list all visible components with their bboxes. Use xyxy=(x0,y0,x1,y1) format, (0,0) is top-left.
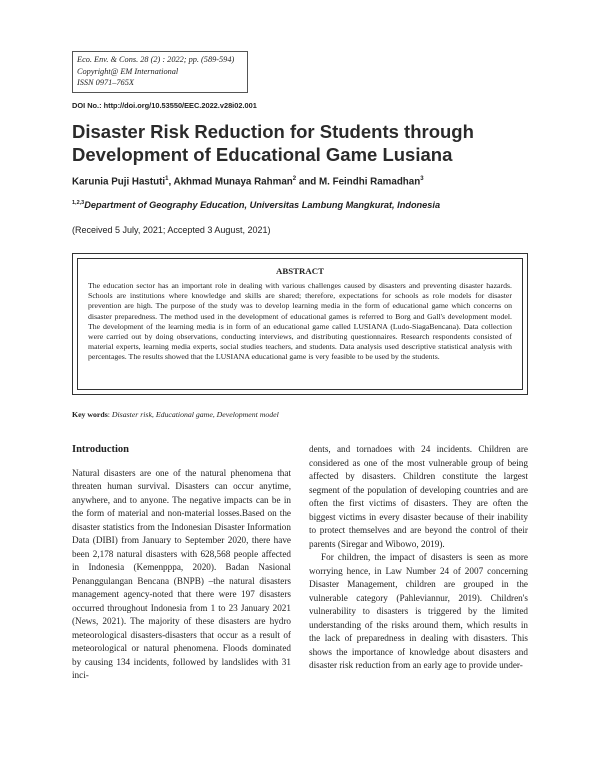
abstract-heading: ABSTRACT xyxy=(276,266,324,276)
doi-line[interactable]: DOI No.: http://doi.org/10.53550/EEC.2022.v28i02.001 xyxy=(72,101,257,110)
body-right-column xyxy=(309,443,528,673)
affiliation-marker: 1,2,3 xyxy=(72,200,85,206)
affiliation-text: Department of Geography Education, Universitas Lambung Mangkurat, Indonesia xyxy=(84,200,441,211)
keywords-separator: : xyxy=(107,410,112,419)
author-affiliation-marker: 2 xyxy=(292,176,297,182)
keywords-values: Disaster risk, Educational game, Development model xyxy=(111,410,279,419)
author-name: Karunia Puji Hastuti xyxy=(72,176,166,188)
abstract-inner-frame xyxy=(77,258,523,390)
abstract-text: The education sector has an important role in dealing with various challenges caused by disasters and preventing disaster hazards. Schools are institutions where knowledge and skills are shared; therefore, expectations for schools as role models for disaster prevention are high. The purpose of the study was to develop learning media in the form of educational game which concerns on disaster preparedness. The method used in the development of educational games is referred to Borg and Gall's development model. The development of the learning media is in form of an educational game called LUSIANA (Ludo-SiagaBencana). Data collection were carried out by doing observations, conducting interviews, and distributing questionnaires. Research respondents consisted of material experts, learning media experts, social studies teachers, and students. Data analysis used descriptive statistical analysis with percentages. The results showed that the LUSIANA educational game is very feasible to be used by the students. xyxy=(88,281,512,362)
body-paragraph: For children, the impact of disasters is seen as more worrying hence, in Law Number 24 of 2007 concerning Disaster Management, children are grouped in the vulnerable category (Pahleviannur, 2019). Children's vulnerability to disasters is triggered by the limited understanding of the risks around them, which results in the lack of preparedness in dealing with disasters. This shows the importance of knowledge about disasters and disaster risk reduction from an early age to provide under- xyxy=(309,552,528,670)
journal-issn: ISSN 0971–765X xyxy=(77,78,134,87)
journal-info-box xyxy=(72,51,248,93)
author-affiliation-marker: 3 xyxy=(420,176,424,182)
author-name: M. Feindhi Ramadhan xyxy=(318,176,421,188)
body-paragraph: dents, and tornadoes with 24 incidents. Children are considered as one of the most vulnerable group of being affected by disasters. Children constitute the largest segment of the population of developing countries and are often the first victims of disasters. They are often the biggest victims in every disaster because of their inability to protect themselves and are beyond the control of their parents (Siregar and Wibowo, 2019). xyxy=(309,444,528,549)
body-left-column xyxy=(72,443,291,683)
author-name: Akhmad Munaya Rahman xyxy=(173,176,293,188)
section-heading-introduction: Introduction xyxy=(72,444,129,455)
received-dates: (Received 5 July, 2021; Accepted 3 August, 2021) xyxy=(72,225,271,235)
body-paragraph: Natural disasters are one of the natural phenomena that threaten human survival. Disasters can occur anytime, anywhere, and to anyone. The negative impacts can be in the form of material and non-material losses.Based on the disaster statistics from the Indonesian Disaster Information Data (DIBI) from January to September 2020, there have been 2,178 natural disasters with 628,568 people affected in Indonesia (Kemenpppa, 2020). Badan Nasional Penanggulangan Bencana (BNPB) –the natural disasters management agency-noted that there were 197 disasters occurred throughout Indonesia from 1 to 23 January 2021 (News, 2021). The majority of these disasters are hydro meteorological disasters-disasters that occur as a result of meteorological or natural phenomena. Floods dominated by causing 134 incidents, followed by landslides with 31 inci- xyxy=(72,467,291,680)
journal-copyright: Copyright@ EM International xyxy=(77,66,179,76)
author-affiliation-marker: 1 xyxy=(165,176,169,182)
author-separator: , xyxy=(168,176,174,188)
author-separator: and xyxy=(296,176,319,188)
paper-title: Disaster Risk Reduction for Students through Development of Educational Game Lusiana xyxy=(72,121,474,165)
keywords-label: Key words xyxy=(72,410,108,419)
affiliation xyxy=(72,200,440,210)
keywords-line xyxy=(72,410,279,419)
author-list xyxy=(72,176,424,187)
abstract-box xyxy=(72,253,528,395)
journal-citation: Eco. Env. & Cons. 28 (2) : 2022; pp. (589-594) xyxy=(77,55,235,64)
